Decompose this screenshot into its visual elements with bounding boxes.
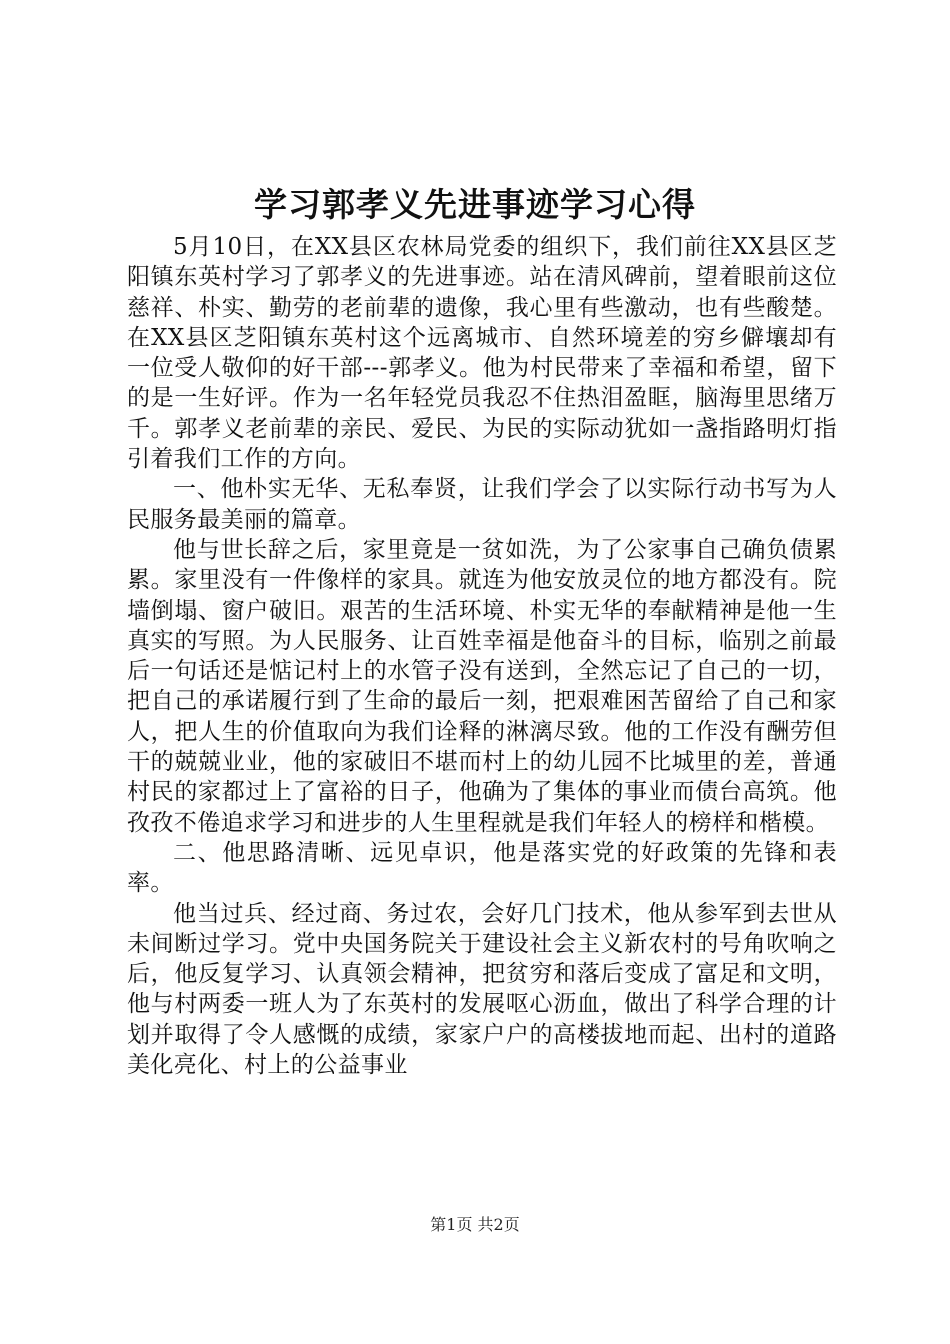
paragraph-section-two-heading: 二、他思路清晰、远见卓识，他是落实党的好政策的先锋和表率。 <box>127 839 837 897</box>
paragraph-section-one-body: 他与世长辞之后，家里竟是一贫如洗，为了公家事自己确负债累累。家里没有一件像样的家具。就连为他安放灵位的地方都没有。院墙倒塌、窗户破旧。艰苦的生活环境、朴实无华的奉献精神是他一生真实的写照。为人民服务、让百姓幸福是他奋斗的目标，临别之前最后一句话还是惦记村上的水管子没有送到，全然忘记了自己的一切，把自己的承诺履行到了生命的最后一刻，把艰难困苦留给了自己和家人，把人生的价值取向为我们诠释的淋漓尽致。他的工作没有酬劳但干的兢兢业业，他的家破旧不堪而村上的幼儿园不比城里的差，普通村民的家都过上了富裕的日子，他确为了集体的事业而债台高筑。他孜孜不倦追求学习和进步的人生里程就是我们年轻人的榜样和楷模。 <box>127 536 837 836</box>
paragraph-section-two-body: 他当过兵、经过商、务过农，会好几门技术，他从参军到去世从未间断过学习。党中央国务院关于建设社会主义新农村的号角吹响之后，他反复学习、认真领会精神，把贫穷和落后变成了富足和文明，他与村两委一班人为了东英村的发展呕心沥血，做出了科学合理的计划并取得了令人感慨的成绩，家家户户的高楼拔地而起、出村的道路美化亮化、村上的公益事业 <box>127 900 837 1079</box>
document-title: 学习郭孝义先进事迹学习心得 <box>254 185 696 224</box>
paragraph-intro: 5月10日，在XX县区农林局党委的组织下，我们前往XX县区芝阳镇东英村学习了郭孝义的先进事迹。站在清风碑前，望着眼前这位慈祥、朴实、勤劳的老前辈的遗像，我心里有些激动，也有些酸楚。在XX县区芝阳镇东英村这个远离城市、自然环境差的穷乡僻壤却有一位受人敬仰的好干部---郭孝义。他为村民带来了幸福和希望，留下的是一生好评。作为一名年轻党员我忍不住热泪盈眶，脑海里思绪万千。郭孝义老前辈的亲民、爱民、为民的实际动犹如一盏指路明灯指引着我们工作的方向。 <box>127 234 837 473</box>
document-body <box>127 232 837 1080</box>
paragraph-section-one-heading: 一、他朴实无华、无私奉贤，让我们学会了以实际行动书写为人民服务最美丽的篇章。 <box>127 476 837 533</box>
page-number-footer: 第1页 共2页 <box>430 1215 520 1234</box>
